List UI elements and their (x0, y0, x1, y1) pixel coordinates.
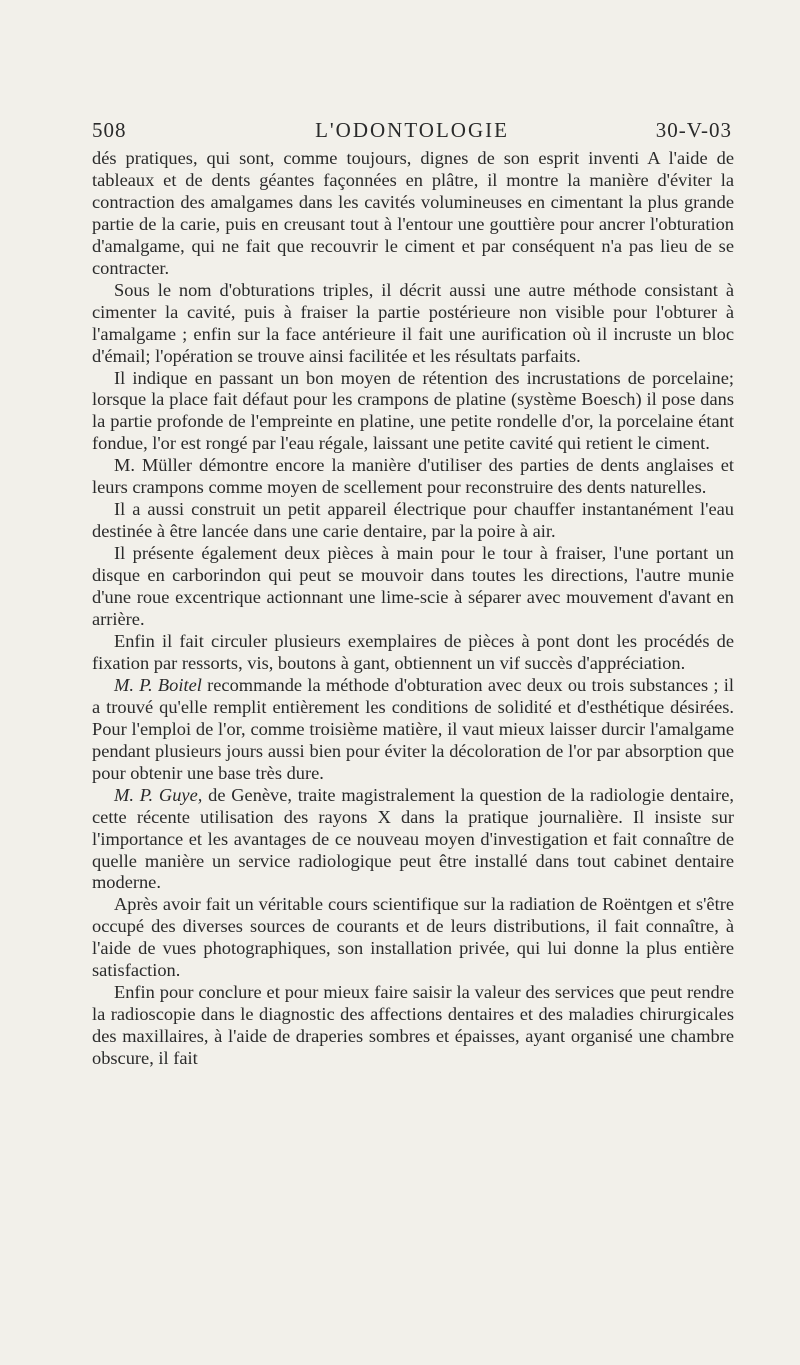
paragraph-text: Enfin il fait circuler plusieurs exemplaires de pièces à pont dont les procédés de fixation par ressorts, vis, boutons à gant, obtiennent un vif succès d'appréciation. (92, 630, 734, 673)
paragraph-text: recommande la méthode d'obturation avec deux ou trois substances ; il a trouvé qu'elle remplit entièrement les conditions de solidité et d'esthétique désirées. Pour l'emploi de l'or, comme troisième matière, il vaut mieux laisser durcir l'amalgame pendant plusieurs jours aussi bien pour éviter la décoloration de l'or par absorption que pour obtenir une base très dure. (92, 674, 734, 783)
paragraph-text: Il a aussi construit un petit appareil électrique pour chauffer instantanément l'eau destinée à être lancée dans une carie dentaire, par la poire à air. (92, 499, 734, 542)
paragraph-text: M. Müller démontre encore la manière d'utiliser des parties de dents anglaises et leurs crampons comme moyen de scellement pour reconstruire des dents naturelles. (92, 455, 734, 498)
paragraph-text: Il présente également deux pièces à main pour le tour à fraiser, l'une portant un disque en carborindon qui peut se mouvoir dans toutes les directions, l'autre munie d'une roue excentrique actionnant une lime-scie à séparer avec mouvement d'avant en arrière. (92, 543, 734, 630)
paragraph (92, 499, 734, 543)
paragraph (92, 368, 734, 456)
paragraph (92, 631, 734, 675)
paragraph-text: dés pratiques, qui sont, comme toujours, dignes de son esprit inventi A l'aide de tableaux et de dents géantes façonnées en plâtre, il montre la manière d'éviter la contraction des amalgames dans les cavités volumineuses en cimentant la plus grande partie de la carie, puis en creusant tout à l'entour une gouttière pour ancrer l'obturation d'amalgame, qui ne fait que recouvrir le ciment et par conséquent n'a pas lieu de se contracter. (92, 148, 734, 278)
paragraph (92, 982, 734, 1070)
paragraph-text: de Genève, traite magistralement la question de la radiologie dentaire, cette récente utilisation des rayons X dans la pratique journalière. Il insiste sur l'importance et les avantages de ce nouveau moyen d'investigation et fait connaître de quelle manière un service radiologique peut être installé dans tout cabinet dentaire moderne. (92, 784, 734, 893)
issue-date: 30-V-03 (655, 118, 732, 142)
article-body (92, 148, 734, 1070)
paragraph (92, 280, 734, 368)
paragraph (92, 894, 734, 982)
paragraph (92, 675, 734, 785)
running-header (92, 118, 732, 146)
paragraph-lead: M. P. Guye, (114, 784, 203, 805)
paragraph-text: Sous le nom d'obturations triples, il décrit aussi une autre méthode consistant à cimenter la cavité, puis à fraiser la partie postérieure non visible pour l'obturer à l'amalgame ; enfin sur la face antérieure il fait une aurification où il incruste un bloc d'émail; l'opération se trouve ainsi facilitée et les résultats parfaits. (92, 279, 734, 366)
paragraph-text: Après avoir fait un véritable cours scientifique sur la radiation de Roëntgen et s'être occupé des diverses sources de courants et de leurs distributions, il fait connaître, à l'aide de vues photographiques, son installation privée, qui lui donne la plus entière satisfaction. (92, 894, 734, 981)
journal-title: L'ODONTOLOGIE (315, 118, 509, 142)
paragraph (92, 455, 734, 499)
paragraph (92, 785, 734, 895)
paragraph-text: Il indique en passant un bon moyen de rétention des incrustations de porcelaine; lorsque la place fait défaut pour les crampons de platine (système Boesch) il pose dans la partie profonde de l'empreinte en platine, une petite rondelle d'or, la porcelaine étant fondue, l'or est rongé par l'eau régale, laissant une petite cavité qui retient le ciment. (92, 367, 734, 454)
paragraph (92, 148, 734, 280)
paragraph-text: Enfin pour conclure et pour mieux faire saisir la valeur des services que peut rendre la radioscopie dans le diagnostic des affections dentaires et des maladies chirurgicales des maxillaires, à l'aide de draperies sombres et épaisses, ayant organisé une chambre obscure, il fait (92, 982, 734, 1069)
page-number: 508 (92, 118, 127, 142)
paragraph-lead: M. P. Boitel (114, 674, 202, 695)
paragraph (92, 543, 734, 631)
